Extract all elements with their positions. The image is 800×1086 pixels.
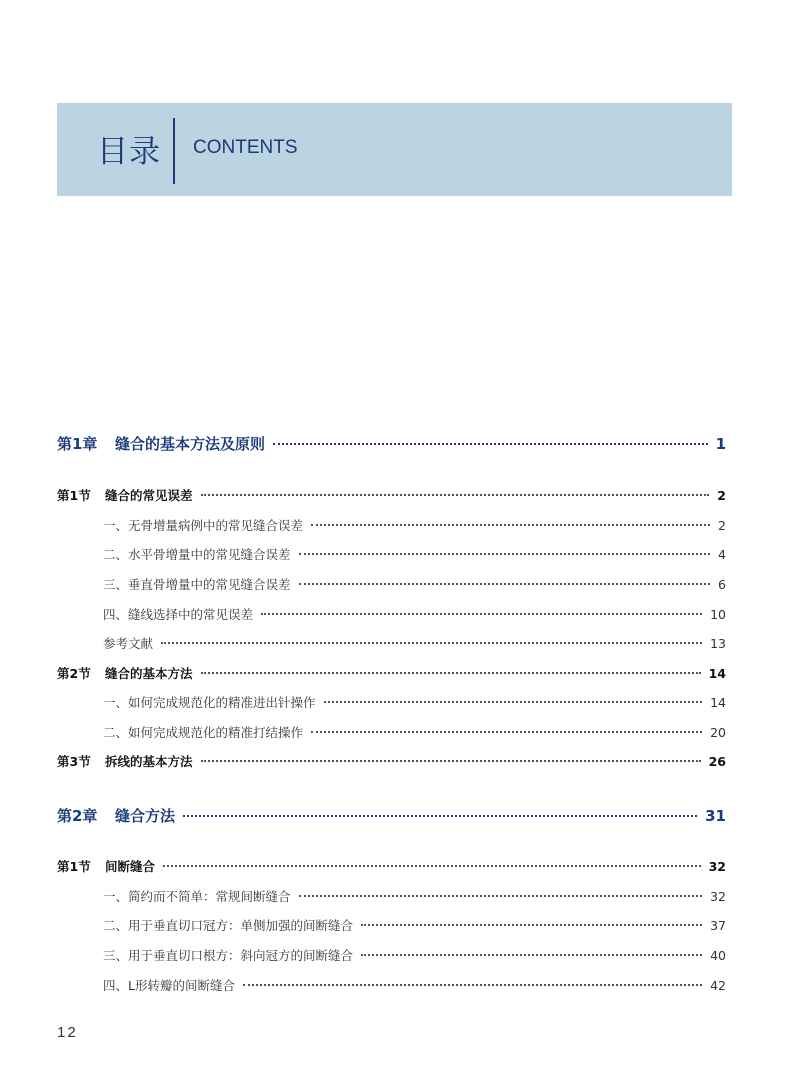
page-ref: 10 <box>710 607 726 622</box>
section-title: 拆线的基本方法 <box>105 754 193 769</box>
dot-leader <box>324 701 703 703</box>
dot-leader <box>361 954 702 956</box>
item-title: 一、简约而不简单：常规间断缝合 <box>103 889 291 904</box>
banner-divider <box>173 118 175 184</box>
chapter-title: 缝合方法 <box>115 807 176 825</box>
page-ref: 37 <box>710 918 726 933</box>
toc-chapter-2[interactable] <box>57 805 726 826</box>
section-number: 第1节 <box>57 859 91 874</box>
toc-chapter-1[interactable] <box>57 433 726 454</box>
item-title: 二、如何完成规范化的精准打结操作 <box>103 725 304 740</box>
dot-leader <box>243 984 702 986</box>
item-title: 四、缝线选择中的常见误差 <box>103 607 254 622</box>
page-number: 12 <box>57 1024 78 1041</box>
dot-leader <box>201 494 710 496</box>
item-title: 二、用于垂直切口冠方：单侧加强的间断缝合 <box>103 918 354 933</box>
chapter-title: 缝合的基本方法及原则 <box>115 435 266 453</box>
dot-leader <box>273 443 708 445</box>
dot-leader <box>201 760 701 762</box>
contents-subtitle: CONTENTS <box>193 137 298 158</box>
section-number: 第1节 <box>57 488 91 503</box>
dot-leader <box>299 895 703 897</box>
dot-leader <box>299 553 711 555</box>
toc-item[interactable] <box>103 545 726 563</box>
page-ref: 4 <box>718 547 726 562</box>
item-title: 一、无骨增量病例中的常见缝合误差 <box>103 518 304 533</box>
page-ref: 20 <box>710 725 726 740</box>
toc-item[interactable] <box>103 976 726 994</box>
page-ref: 32 <box>708 859 726 874</box>
page-ref: 14 <box>710 695 726 710</box>
dot-leader <box>299 583 711 585</box>
toc-item[interactable] <box>103 916 726 934</box>
item-title: 四、L形转瓣的间断缝合 <box>103 978 235 993</box>
item-title: 三、用于垂直切口根方：斜向冠方的间断缝合 <box>103 948 354 963</box>
page-ref: 6 <box>718 577 726 592</box>
dot-leader <box>311 524 710 526</box>
toc-item[interactable] <box>103 634 726 652</box>
page-ref: 32 <box>710 889 726 904</box>
toc-section-1-3[interactable] <box>57 752 726 770</box>
section-title: 缝合的基本方法 <box>105 666 193 681</box>
page-ref: 14 <box>708 666 726 681</box>
page-ref: 42 <box>710 978 726 993</box>
item-title: 二、水平骨增量中的常见缝合误差 <box>103 547 291 562</box>
page-ref: 13 <box>710 636 726 651</box>
page-ref: 2 <box>718 518 726 533</box>
contents-title: 目录 <box>97 134 161 170</box>
contents-banner <box>57 103 732 196</box>
toc-item[interactable] <box>103 887 726 905</box>
section-title: 间断缝合 <box>105 859 156 874</box>
dot-leader <box>261 613 702 615</box>
item-title: 三、垂直骨增量中的常见缝合误差 <box>103 577 291 592</box>
section-title: 缝合的常见误差 <box>105 488 193 503</box>
toc-item[interactable] <box>103 693 726 711</box>
page-ref: 2 <box>717 488 726 503</box>
toc-item[interactable] <box>103 723 726 741</box>
dot-leader <box>183 815 697 817</box>
page-ref: 31 <box>705 807 726 825</box>
dot-leader <box>201 672 701 674</box>
dot-leader <box>361 924 702 926</box>
toc-item[interactable] <box>103 605 726 623</box>
section-number: 第3节 <box>57 754 91 769</box>
toc-section-1-1[interactable] <box>57 486 726 504</box>
toc-item[interactable] <box>103 575 726 593</box>
toc-section-1-2[interactable] <box>57 664 726 682</box>
toc-item[interactable] <box>103 946 726 964</box>
section-number: 第2节 <box>57 666 91 681</box>
dot-leader <box>163 865 701 867</box>
toc-section-2-1[interactable] <box>57 857 726 875</box>
page-ref: 26 <box>708 754 726 769</box>
dot-leader <box>311 731 702 733</box>
page-ref: 40 <box>710 948 726 963</box>
item-title: 一、如何完成规范化的精准进出针操作 <box>103 695 316 710</box>
toc-item[interactable] <box>103 516 726 534</box>
chapter-number: 第1章 <box>57 435 98 453</box>
chapter-number: 第2章 <box>57 807 98 825</box>
dot-leader <box>161 642 702 644</box>
item-title: 参考文献 <box>103 636 154 651</box>
page-ref: 1 <box>715 435 726 453</box>
